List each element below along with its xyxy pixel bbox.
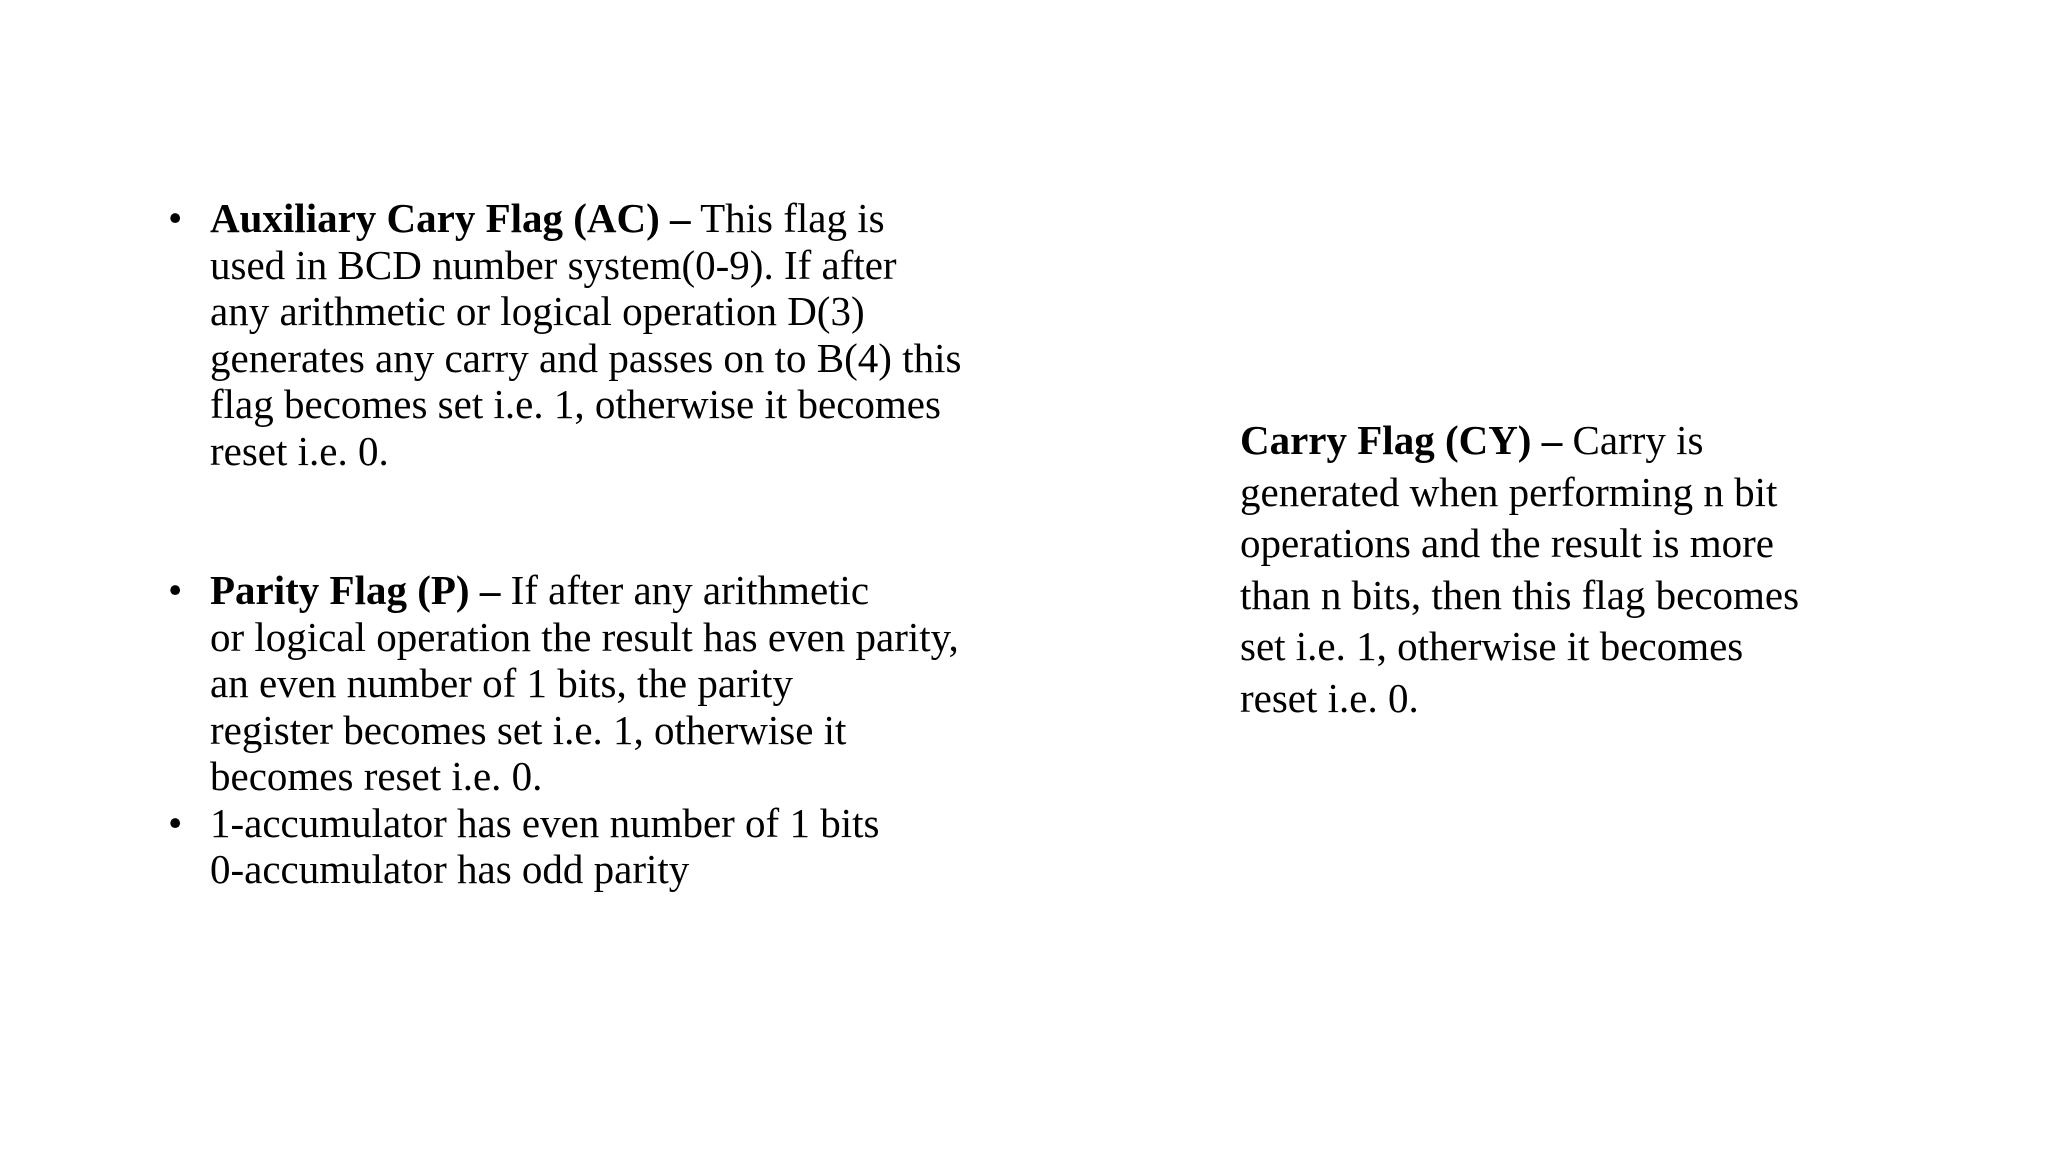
accumulator-parity-text [210, 800, 1028, 893]
text-line: operations and the result is more [1240, 520, 1775, 566]
bullet-dot: • [168, 799, 183, 846]
left-column [168, 195, 1028, 893]
text-fragment: This flag is [690, 195, 885, 241]
text-line [210, 567, 1028, 614]
text-line: an even number of 1 bits, the parity [210, 660, 793, 706]
text-line: used in BCD number system(0-9). If after [210, 241, 897, 288]
text-fragment: If after any arithmetic [500, 567, 870, 613]
text-line: reset i.e. 0. [210, 427, 389, 474]
bullet-dot: • [168, 195, 183, 241]
carry-flag-text [1240, 415, 1920, 724]
text-line: register becomes set i.e. 1, otherwise it [210, 706, 847, 753]
right-column [1240, 415, 1920, 724]
bullet-parity-flag [168, 567, 1028, 800]
text-line: flag becomes set i.e. 1, otherwise it becomes [210, 381, 941, 427]
text-line: set i.e. 1, otherwise it becomes [1240, 623, 1744, 669]
text-line: becomes reset i.e. 0. [210, 753, 543, 799]
paragraph-spacer [168, 474, 1028, 567]
bullet-dot: • [168, 567, 183, 613]
text-line: or logical operation the result has even parity, [210, 613, 959, 660]
carry-flag-term: Carry Flag (CY) – [1240, 417, 1563, 463]
text-line: reset i.e. 0. [1240, 674, 1419, 721]
parity-flag-term: Parity Flag (P) – [210, 567, 501, 613]
text-line: generated when performing n bit [1240, 468, 1778, 515]
text-line: than n bits, then this flag becomes [1240, 571, 1800, 618]
text-line: 0-accumulator has odd parity [210, 846, 690, 892]
auxiliary-carry-flag-term: Auxiliary Cary Flag (AC) – [210, 195, 691, 241]
text-fragment: Carry is [1562, 417, 1704, 463]
text-line: generates any carry and passes on to B(4) this [210, 334, 962, 381]
parity-flag-text [210, 567, 1028, 800]
text-line: 1-accumulator has even number of 1 bits [210, 799, 880, 846]
text-line: any arithmetic or logical operation D(3) [210, 288, 865, 334]
auxiliary-carry-flag-text [210, 195, 1028, 474]
text-line [210, 195, 1028, 242]
bullet-auxiliary-carry-flag [168, 195, 1028, 474]
text-line [1240, 415, 1920, 467]
bullet-accumulator-parity [168, 800, 1028, 893]
